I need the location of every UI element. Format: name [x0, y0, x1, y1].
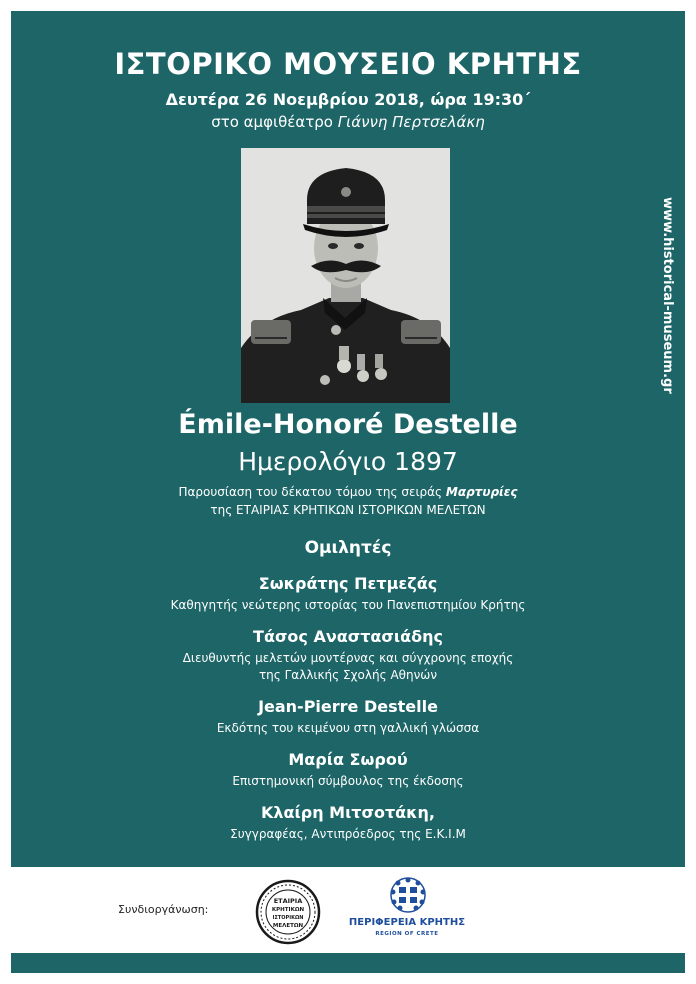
region-name: ΠΕΡΙΦΕΡΕΙΑ ΚΡΗΤΗΣ — [348, 917, 466, 928]
portrait-illustration — [241, 148, 450, 403]
event-venue — [11, 113, 685, 131]
co-organizers-label: Συνδιοργάνωση: — [118, 903, 209, 916]
presentation-line-2: της ΕΤΑΙΡΙΑΣ ΚΡΗΤΙΚΩΝ ΙΣΤΟΡΙΚΩΝ ΜΕΛΕΤΩΝ — [210, 503, 486, 517]
speaker-role: Καθηγητής νεώτερης ιστορίας του Πανεπιστημίου Κρήτης — [170, 598, 526, 612]
event-date: Δευτέρα 26 Νοεμβρίου 2018, ώρα 19:30΄ — [165, 90, 531, 109]
venue-name: Γιάννη Περτσελάκη — [337, 113, 485, 131]
speaker-name: Κλαίρη Μιτσοτάκη, — [260, 803, 436, 822]
speaker-name: Μαρία Σωρού — [288, 750, 408, 769]
society-seal-logo — [255, 879, 321, 945]
bottom-bar — [11, 953, 685, 973]
speaker-role: Διευθυντής μελετών μοντέρνας και σύγχρονης εποχής — [182, 651, 514, 665]
series-name: Μαρτυρίες — [445, 485, 518, 499]
speaker-name: Σωκράτης Πετμεζάς — [258, 574, 438, 593]
svg-text:ΙΣΤΟΡΙΚΩΝ: ΙΣΤΟΡΙΚΩΝ — [272, 915, 304, 921]
speaker-name: Jean-Pierre Destelle — [258, 697, 438, 716]
speaker-role: της Γαλλικής Σχολής Αθηνών — [258, 668, 438, 682]
speaker-name: Τάσος Αναστασιάδης — [253, 627, 443, 646]
speaker-role: Επιστημονική σύμβουλος της έκδοσης — [232, 774, 464, 788]
svg-text:ΕΤΑΙΡΙΑ: ΕΤΑΙΡΙΑ — [273, 897, 303, 905]
svg-text:ΜΕΛΕΤΩΝ: ΜΕΛΕΤΩΝ — [272, 923, 304, 929]
book-title: Ημερολόγιο 1897 — [238, 447, 458, 476]
portrait-photo — [241, 148, 450, 403]
svg-text:ΚΡΗΤΙΚΩΝ: ΚΡΗΤΙΚΩΝ — [271, 907, 305, 913]
speaker-role: Συγγραφέας, Αντιπρόεδρος της Ε.Κ.Ι.Μ — [230, 827, 466, 841]
region-subtitle: REGION OF CRETE — [375, 931, 439, 937]
speaker-role: Εκδότης του κειμένου στη γαλλική γλώσσα — [216, 721, 480, 735]
museum-title: ΙΣΤΟΡΙΚΟ ΜΟΥΣΕΙΟ ΚΡΗΤΗΣ — [114, 47, 582, 81]
author-name: Émile-Honoré Destelle — [178, 409, 518, 440]
presentation-prefix: Παρουσίαση του δέκατου τόμου της σειράς — [178, 485, 443, 499]
speakers-heading: Ομιλητές — [304, 538, 392, 558]
venue-prefix: στο αμφιθέατρο — [211, 113, 333, 131]
poster-panel — [11, 11, 685, 867]
presentation-line-1 — [11, 485, 685, 499]
website-link[interactable]: www.historical-museum.gr — [660, 197, 675, 394]
